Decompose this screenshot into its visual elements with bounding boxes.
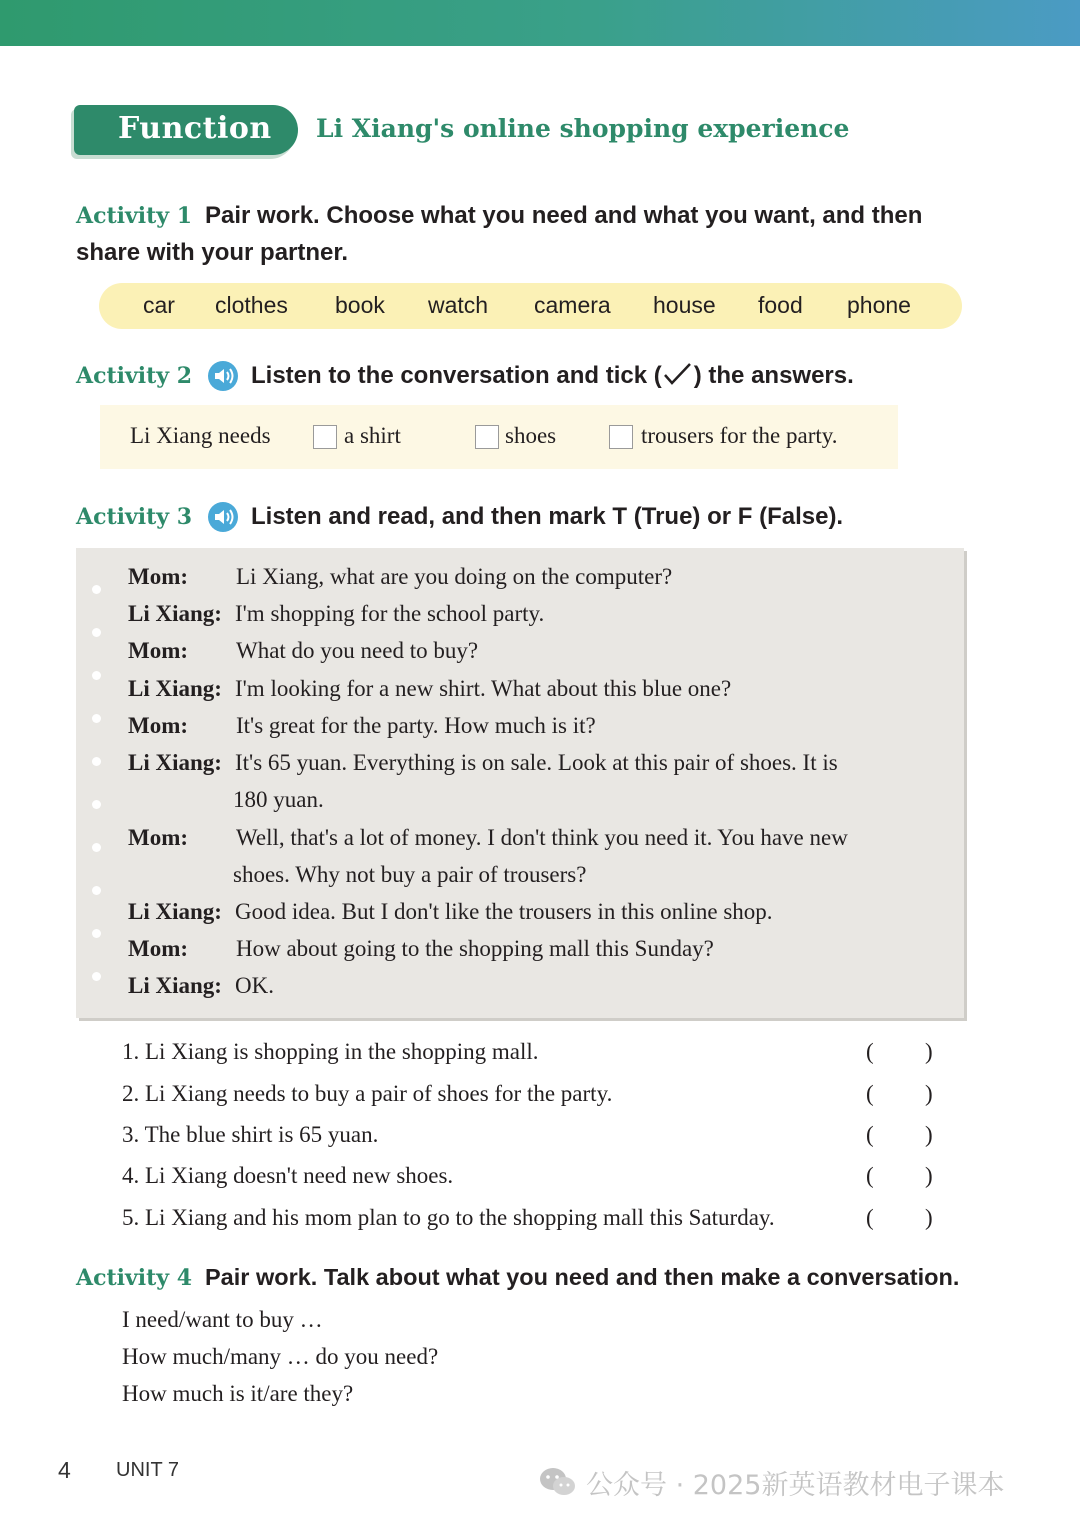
answer-blank-close: ) (925, 1039, 933, 1064)
checkmark-icon (662, 362, 694, 386)
binding-dot (92, 800, 101, 809)
dialogue-line: Li Xiang, what are you doing on the computer? (236, 564, 673, 589)
dialogue-line: I'm shopping for the school party. (235, 601, 545, 626)
dialogue-speaker: Li Xiang: (128, 601, 222, 626)
wechat-icon (538, 1466, 578, 1498)
binding-dot (92, 671, 101, 680)
needs-stem: Li Xiang needs (130, 423, 271, 448)
activity2-label: Activity 2 (76, 363, 193, 389)
dialogue-line: How about going to the shopping mall this Sunday? (236, 936, 714, 961)
option-shoes: shoes (505, 423, 557, 448)
dialogue-speaker: Mom: (128, 638, 189, 663)
dialogue-line: It's great for the party. How much is it? (236, 713, 596, 738)
answer-blank[interactable]: ( (866, 1163, 874, 1188)
activity4-instruction: Pair work. Talk about what you need and then make a conversation. (205, 1264, 960, 1290)
activity1-instruction-line1: Pair work. Choose what you need and what you want, and then (205, 202, 923, 229)
dialogue-line: OK. (235, 973, 274, 998)
dialogue-speaker: Mom: (128, 936, 189, 961)
word-bank-item: book (335, 292, 385, 318)
dialogue-line: What do you need to buy? (236, 638, 479, 663)
option-trousers: trousers for the party. (641, 423, 838, 448)
useful-phrase: I need/want to buy … (122, 1307, 323, 1332)
binding-dot (92, 972, 101, 981)
dialogue-line: It's 65 yuan. Everything is on sale. Look at this pair of shoes. It is (235, 750, 838, 775)
activity3-label: Activity 3 (76, 504, 193, 530)
binding-dot (92, 929, 101, 938)
activity3-instruction: Listen and read, and then mark T (True) or F (False). (251, 503, 844, 530)
activity4-label: Activity 4 (76, 1265, 193, 1291)
function-label: Function (118, 111, 272, 146)
dialogue-speaker: Li Xiang: (128, 973, 222, 998)
answer-blank[interactable]: ( (866, 1122, 874, 1147)
dialogue-speaker: Li Xiang: (128, 899, 222, 924)
option-shirt: a shirt (344, 423, 401, 448)
watermark: 公众号 · 2025新英语教材电子课本 (586, 1470, 1005, 1501)
word-bank-item: clothes (215, 292, 288, 318)
word-bank-item: car (143, 292, 175, 318)
activity1-instruction-line2: share with your partner. (76, 239, 349, 266)
tick-box-shirt[interactable] (313, 425, 337, 449)
tf-statement: 2. Li Xiang needs to buy a pair of shoes for the party. (122, 1081, 613, 1106)
tf-statement: 4. Li Xiang doesn't need new shoes. (122, 1163, 454, 1188)
speaker-icon[interactable] (207, 360, 239, 392)
answer-blank-close: ) (925, 1122, 933, 1147)
useful-phrase: How much/many … do you need? (122, 1344, 439, 1369)
tf-statement: 1. Li Xiang is shopping in the shopping mall. (122, 1039, 539, 1064)
answer-blank[interactable]: ( (866, 1039, 874, 1064)
activity2-instruction-pre: Listen to the conversation and tick ( (251, 362, 662, 389)
activity2-instruction-post: ) the answers. (693, 362, 854, 389)
dialogue-speaker: Mom: (128, 825, 189, 850)
dialogue-line: Good idea. But I don't like the trousers in this online shop. (235, 899, 773, 924)
function-badge (74, 105, 298, 155)
binding-dot (92, 886, 101, 895)
answer-blank-close: ) (925, 1205, 933, 1230)
dialogue-panel (76, 548, 964, 1018)
dialogue-speaker: Mom: (128, 713, 189, 738)
section-title: Li Xiang's online shopping experience (316, 114, 850, 143)
tick-box-shoes[interactable] (475, 425, 499, 449)
tick-box-trousers[interactable] (609, 425, 633, 449)
activity1-label: Activity 1 (76, 203, 193, 229)
activity2-instruction (251, 362, 854, 390)
dialogue-speaker: Li Xiang: (128, 750, 222, 775)
answer-blank-close: ) (925, 1081, 933, 1106)
dialogue-speaker: Li Xiang: (128, 676, 222, 701)
tf-statement: 3. The blue shirt is 65 yuan. (122, 1122, 379, 1147)
dialogue-line: 180 yuan. (233, 787, 324, 812)
useful-phrase: How much is it/are they? (122, 1381, 354, 1406)
binding-dot (92, 628, 101, 637)
word-bank-item: camera (534, 292, 611, 318)
binding-dot (92, 714, 101, 723)
dialogue-line: Well, that's a lot of money. I don't think you need it. You have new (236, 825, 848, 850)
word-bank (99, 283, 962, 329)
dialogue-line: I'm looking for a new shirt. What about this blue one? (235, 676, 732, 701)
answer-blank[interactable]: ( (866, 1081, 874, 1106)
tick-box-panel (100, 405, 898, 469)
dialogue-line: shoes. Why not buy a pair of trousers? (233, 862, 587, 887)
top-banner (0, 0, 1080, 46)
unit-label: UNIT 7 (116, 1459, 179, 1481)
binding-dot (92, 585, 101, 594)
binding-dot (92, 757, 101, 766)
word-bank-item: food (758, 292, 803, 318)
speaker-icon[interactable] (207, 501, 239, 533)
answer-blank[interactable]: ( (866, 1205, 874, 1230)
word-bank-item: watch (428, 292, 489, 318)
word-bank-item: phone (847, 292, 911, 318)
answer-blank-close: ) (925, 1163, 933, 1188)
dialogue-speaker: Mom: (128, 564, 189, 589)
page-number: 4 (58, 1457, 71, 1483)
tf-statement: 5. Li Xiang and his mom plan to go to the shopping mall this Saturday. (122, 1205, 775, 1230)
word-bank-item: house (653, 292, 716, 318)
binding-dot (92, 843, 101, 852)
